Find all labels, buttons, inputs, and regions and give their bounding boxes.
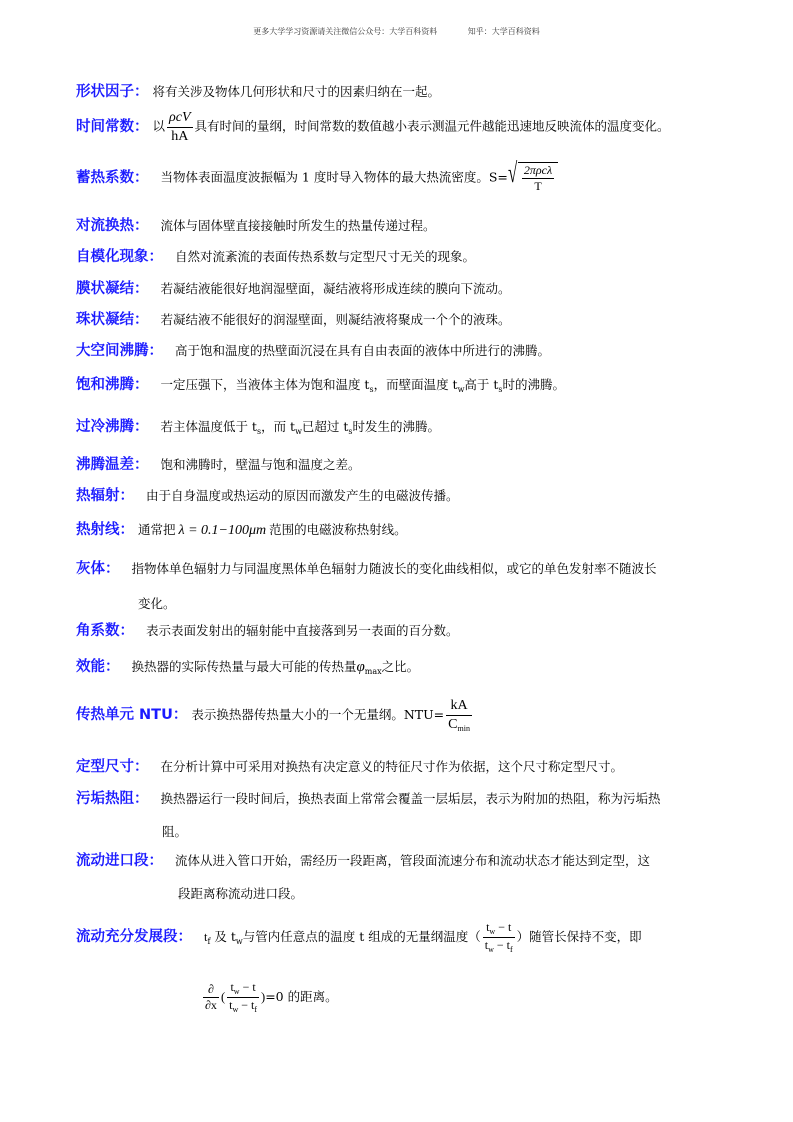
fraction-numerator: 2πρcλ [523, 163, 553, 177]
entry-film-condensation [76, 281, 717, 298]
fraction-denominator: $t_w - t_f$ [229, 998, 258, 1014]
header-left: 更多大学学习资源请关注微信公众号：大学百科资料 [253, 27, 438, 36]
entry-entrance-region [76, 853, 717, 870]
definition-prefix: 换热器的实际传热量与最大可能的传热量 [131, 659, 357, 674]
fraction [483, 920, 515, 955]
entry-pool-boiling [76, 343, 717, 360]
definition-part: ，而壁面温度 t [373, 377, 458, 392]
definition-part: 高于 t [464, 377, 499, 392]
entry-boiling-temperature-difference [76, 457, 717, 474]
definition: 由于自身温度或热运动的原因而激发产生的电磁波传播。 [145, 488, 459, 503]
fraction-numerator: $t_w - t$ [483, 920, 515, 938]
definition-part: 时发生的沸腾。 [352, 419, 441, 434]
entry-convective-heat-transfer [76, 218, 717, 235]
entry-characteristic-length [76, 759, 717, 776]
entry-heat-rays [76, 522, 717, 540]
entry-time-constant [76, 109, 717, 145]
term: 角系数： [76, 623, 134, 639]
definition-part: 时的沸腾。 [502, 377, 566, 392]
subscript: w [457, 385, 465, 394]
definition-part: ）随管长保持不变，即 [516, 929, 642, 944]
fraction-denominator: hA [171, 128, 189, 144]
subscript: s [498, 385, 503, 394]
definition: 饱和沸腾时，壁温与饱和温度之差。 [160, 457, 361, 472]
entry-ntu [76, 697, 717, 734]
entry-fouling-resistance-continuation: 阻。 [162, 824, 188, 839]
term: 流动充分发展段： [76, 929, 192, 945]
term: 效能： [76, 659, 120, 675]
fraction [227, 980, 259, 1015]
square-root [507, 158, 558, 194]
partial-derivative [203, 982, 219, 1013]
definition-prefix: 通常把 [138, 522, 176, 537]
definition: 范围的电磁波称热射线。 [269, 522, 407, 537]
term: 污垢热阻： [76, 791, 149, 807]
radical-sign: √ [507, 158, 518, 189]
definition: 当物体表面温度波振幅为 1 度时导入物体的最大热流密度。S= [160, 169, 508, 185]
entry-fully-developed-region-formula: $\frac{\partial}{\partial x}$ ( $\frac{t_w - t}{t_w - t_f}$ )=0 的距离。 [205, 980, 338, 1014]
definition: 之比。 [381, 659, 420, 674]
term: 沸腾温差： [76, 457, 149, 473]
entry-thermal-radiation [76, 488, 717, 505]
term: 定型尺寸： [76, 759, 149, 775]
subscript: w [295, 427, 302, 436]
entry-gray-body [76, 561, 717, 578]
partial-denominator: ∂x [205, 998, 217, 1012]
subscript: w [235, 937, 243, 946]
entry-effectiveness [76, 658, 717, 677]
term: 过冷沸腾： [76, 419, 149, 435]
term: 自模化现象： [76, 249, 163, 265]
term: 热射线： [76, 522, 134, 538]
entry-saturated-boiling [76, 377, 717, 395]
header-right: 知乎：大学百科资料 [467, 27, 540, 36]
fraction [522, 163, 554, 194]
definition: 将有关涉及物体几何形状和尺寸的因素归纳在一起。 [152, 84, 441, 99]
math-expression: λ = 0.1−100μm [178, 523, 267, 538]
term: 珠状凝结： [76, 312, 149, 328]
definition-part: 与管内任意点的温度 t 组成的无量纲温度（ [242, 929, 481, 944]
definition: 在分析计算中可采用对换热有决定意义的特征尺寸作为依据，这个尺寸称定型尺寸。 [160, 759, 623, 774]
subscript: s [256, 427, 262, 436]
definition-prefix: 以 [152, 118, 166, 134]
term: 热辐射： [76, 488, 134, 504]
entry-subcooled-boiling [76, 419, 717, 437]
fraction-numerator: ρcV [167, 109, 193, 128]
subscript: s [348, 427, 353, 436]
fraction [167, 109, 193, 145]
entry-fouling-resistance [76, 791, 717, 808]
term: 膜状凝结： [76, 281, 149, 297]
definition: 流体与固体壁直接接触时所发生的热量传递过程。 [160, 218, 436, 233]
definition: 表示表面发射出的辐射能中直接落到另一表面的百分数。 [145, 623, 459, 638]
definition: 若凝结液能很好地润湿壁面，凝结液将形成连续的膜向下流动。 [160, 281, 511, 296]
partial-numerator: ∂ [203, 982, 219, 998]
entry-dropwise-condensation [76, 312, 717, 329]
fraction-denominator: T [534, 179, 542, 193]
term: 灰体： [76, 561, 120, 577]
entry-shape-factor [76, 84, 717, 101]
definition: 表示换热器传热量大小的一个无量纲。NTU= [191, 706, 445, 722]
fraction-denominator: $t_w - t_f$ [484, 938, 513, 954]
math-symbol: φ [356, 659, 365, 675]
fraction-numerator: kA [446, 697, 472, 716]
entry-view-factor [76, 623, 717, 640]
entry-self-modeling [76, 249, 717, 266]
definition: 若凝结液不能很好的润湿壁面，则凝结液将聚成一个个的液珠。 [160, 312, 511, 327]
term: 蓄热系数： [76, 169, 149, 186]
entry-entrance-region-continuation: 段距离称流动进口段。 [178, 886, 304, 901]
definition-part: t [203, 930, 208, 944]
entry-heat-storage-coefficient [76, 158, 717, 194]
definition: 自然对流紊流的表面传热系数与定型尺寸无关的现象。 [174, 249, 475, 264]
entry-gray-body-continuation: 变化。 [138, 596, 176, 611]
fraction-denominator: $C_{min}$ [448, 716, 470, 733]
definition-part: 及 t [210, 929, 236, 944]
fraction-numerator: $t_w - t$ [227, 980, 259, 998]
subscript: max [364, 667, 382, 676]
term: 形状因子： [76, 84, 149, 100]
term: 大空间沸腾： [76, 343, 163, 359]
term: 对流换热： [76, 218, 149, 234]
fraction [446, 697, 472, 734]
subscript: s [369, 385, 374, 394]
term: 传热单元 NTU： [76, 706, 188, 723]
page-header [0, 26, 793, 37]
definition: 具有时间的量纲，时间常数的数值越小表示测温元件越能迅速地反映流体的温度变化。 [194, 118, 670, 134]
definition: 换热器运行一段时间后，换热表面上常常会覆盖一层垢层，表示为附加的热阻，称为污垢热 [160, 791, 661, 806]
entry-fully-developed-region [76, 920, 717, 955]
definition-part: 已超过 t [301, 419, 349, 434]
definition-part: 若主体温度低于 t [160, 419, 257, 434]
definition: 高于饱和温度的热壁面沉浸在具有自由表面的液体中所进行的沸腾。 [174, 343, 550, 358]
term: 时间常数： [76, 118, 149, 135]
term: 饱和沸腾： [76, 377, 149, 393]
term: 流动进口段： [76, 853, 163, 869]
definition: 指物体单色辐射力与同温度黑体单色辐射力随波长的变化曲线相似，或它的单色发射率不随波长 [131, 561, 657, 576]
definition: 流体从进入管口开始，需经历一段距离，管段面流速分布和流动状态才能达到定型，这 [174, 853, 650, 868]
definition-part: =0 的距离。 [265, 989, 338, 1004]
definition-part: 一定压强下，当液体主体为饱和温度 t [160, 377, 370, 392]
definition-part: ，而 t [261, 419, 296, 434]
subscript: f [207, 937, 211, 946]
